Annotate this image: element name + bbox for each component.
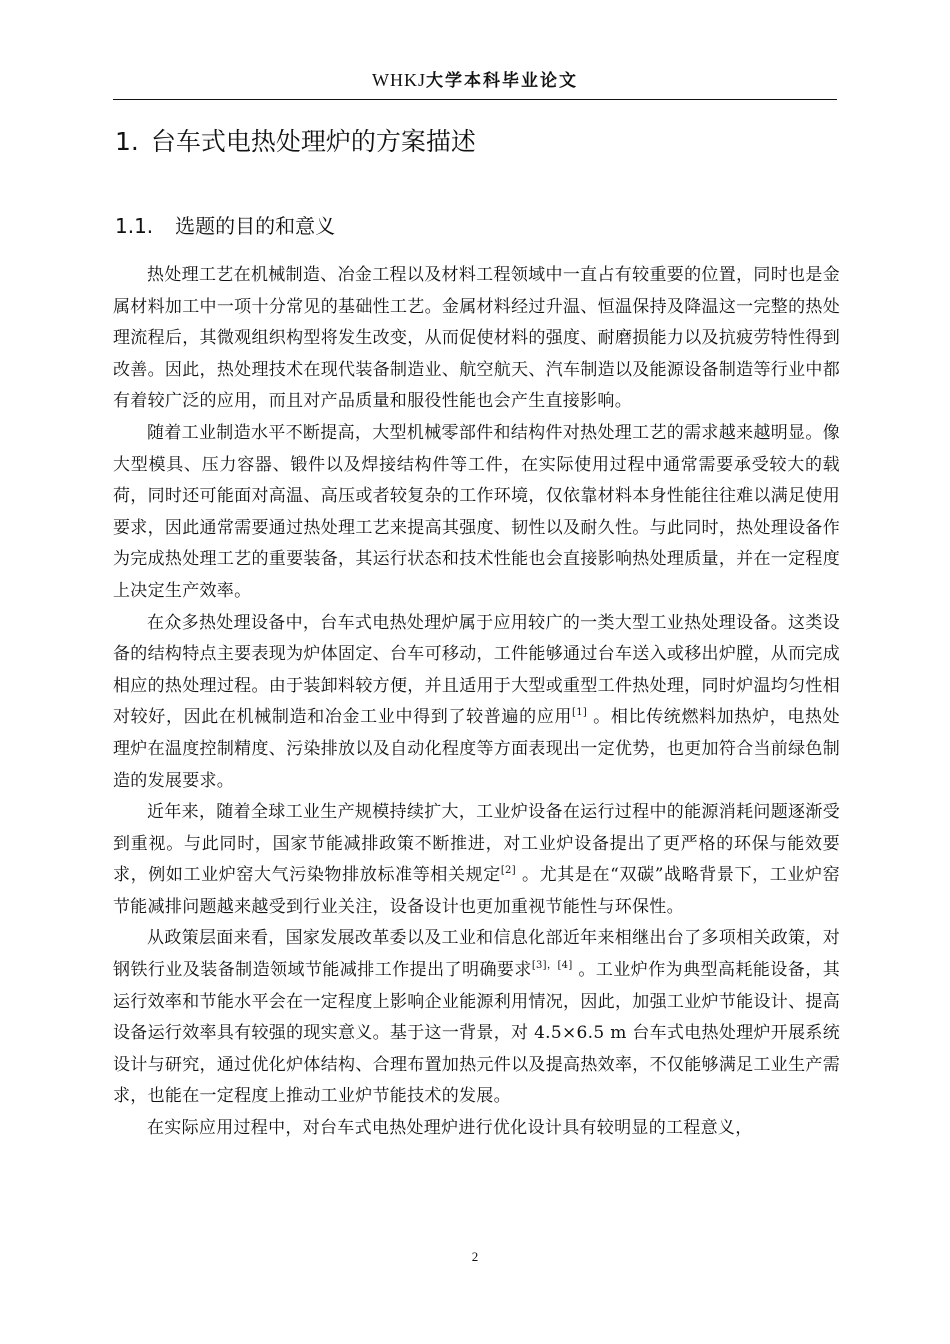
- paragraph: [113, 1113, 840, 1145]
- paragraph: [113, 608, 840, 798]
- paragraph-text: 热处理工艺在机械制造、冶金工程以及材料工程领域中一直占有较重要的位置，同时也是金属材料加工中一项十分常见的基础性工艺。金属材料经过升温、恒温保持及降温这一完整的热处理流程后，其微观组织构型将发生改变，从而促使材料的强度、耐磨损能力以及抗疲劳特性得到改善。因此，热处理技术在现代装备制造业、航空航天、汽车制造以及能源设备制造等行业中都有着较广泛的应用，而且对产品质量和服役性能也会产生直接影响。: [113, 265, 840, 412]
- page-number: 2: [471, 1249, 479, 1264]
- paragraph: [113, 418, 840, 608]
- chapter-title: 台车式电热处理炉的方案描述: [150, 127, 476, 156]
- citation-ref: [2]: [500, 865, 516, 877]
- running-header: [113, 66, 837, 91]
- body-text: [113, 260, 840, 1145]
- paragraph-text: 。工业炉作为典型高耗能设备，其运行效率和节能水平会在一定程度上影响企业能源利用情况，因此，加强工业炉节能设计、提高设备运行效率具有较强的现实意义。基于这一背景，对 4.5×6.5 m 台车式电热处理炉开展系统设计与研究，通过优化炉体结构、合理布置加热元件以及提高热效率，不仅能够满足工业生产需求，也能在一定程度上推动工业炉节能技术的发展。: [113, 960, 841, 1107]
- paragraph: [113, 923, 840, 1113]
- citation-ref: [1]: [572, 707, 588, 719]
- paragraph-text: 在众多热处理设备中，台车式电热处理炉属于应用较广的一类大型工业热处理设备。这类设备的结构特点主要表现为炉体固定、台车可移动，工件能够通过台车送入或移出炉膛，从而完成相应的热处理过程。由于装卸料较方便，并且适用于大型或重型工件热处理，同时炉温均匀性相对较好，因此在机械制造和冶金工业中得到了较普遍的应用: [113, 612, 840, 728]
- chapter-number: 1.: [115, 127, 139, 156]
- paragraph-text: 从政策层面来看，国家发展改革委以及工业和信息化部近年来相继出台了多项相关政策，对钢铁行业及装备制造领域节能减排工作提出了明确要求: [113, 928, 840, 981]
- paragraph-text: 随着工业制造水平不断提高，大型机械零部件和结构件对热处理工艺的需求越来越明显。像大型模具、压力容器、锻件以及焊接结构件等工件，在实际使用过程中通常需要承受较大的载荷，同时还可能面对高温、高压或者较复杂的工作环境，仅依靠材料本身性能往往难以满足使用要求，因此通常需要通过热处理工艺来提高其强度、韧性以及耐久性。与此同时，热处理设备作为完成热处理工艺的重要装备，其运行状态和技术性能也会直接影响热处理质量，并在一定程度上决定生产效率。: [113, 422, 840, 601]
- paragraph-text: 。尤其是在“双碳”战略背景下，工业炉窑节能减排问题越来越受到行业关注，设备设计也更加重视节能性与环保性。: [113, 865, 840, 917]
- header-title: 大学本科毕业论文: [426, 71, 578, 91]
- section-heading: [115, 210, 335, 239]
- header-rule: [113, 99, 837, 100]
- paragraph: [113, 797, 840, 923]
- paragraph-text: 在实际应用过程中，对台车式电热处理炉进行优化设计具有较明显的工程意义，: [147, 1118, 753, 1139]
- section-title: 选题的目的和意义: [175, 214, 336, 238]
- paragraph-text: 近年来，随着全球工业生产规模持续扩大，工业炉设备在运行过程中的能源消耗问题逐渐受到重视。与此同时，国家节能减排政策不断推进，对工业炉设备提出了更严格的环保与能效要求，例如工业炉窑大气污染物排放标准等相关规定: [113, 802, 840, 886]
- paragraph-text: 。相比传统燃料加热炉，电热处理炉在温度控制精度、污染排放以及自动化程度等方面表现出一定优势，也更加符合当前绿色制造的发展要求。: [113, 707, 840, 791]
- paragraph: [113, 260, 840, 418]
- section-number: 1.1.: [115, 214, 154, 238]
- citation-ref: [3]，[4]: [531, 960, 573, 972]
- header-latin: WHKJ: [372, 70, 426, 90]
- chapter-heading: [115, 122, 476, 158]
